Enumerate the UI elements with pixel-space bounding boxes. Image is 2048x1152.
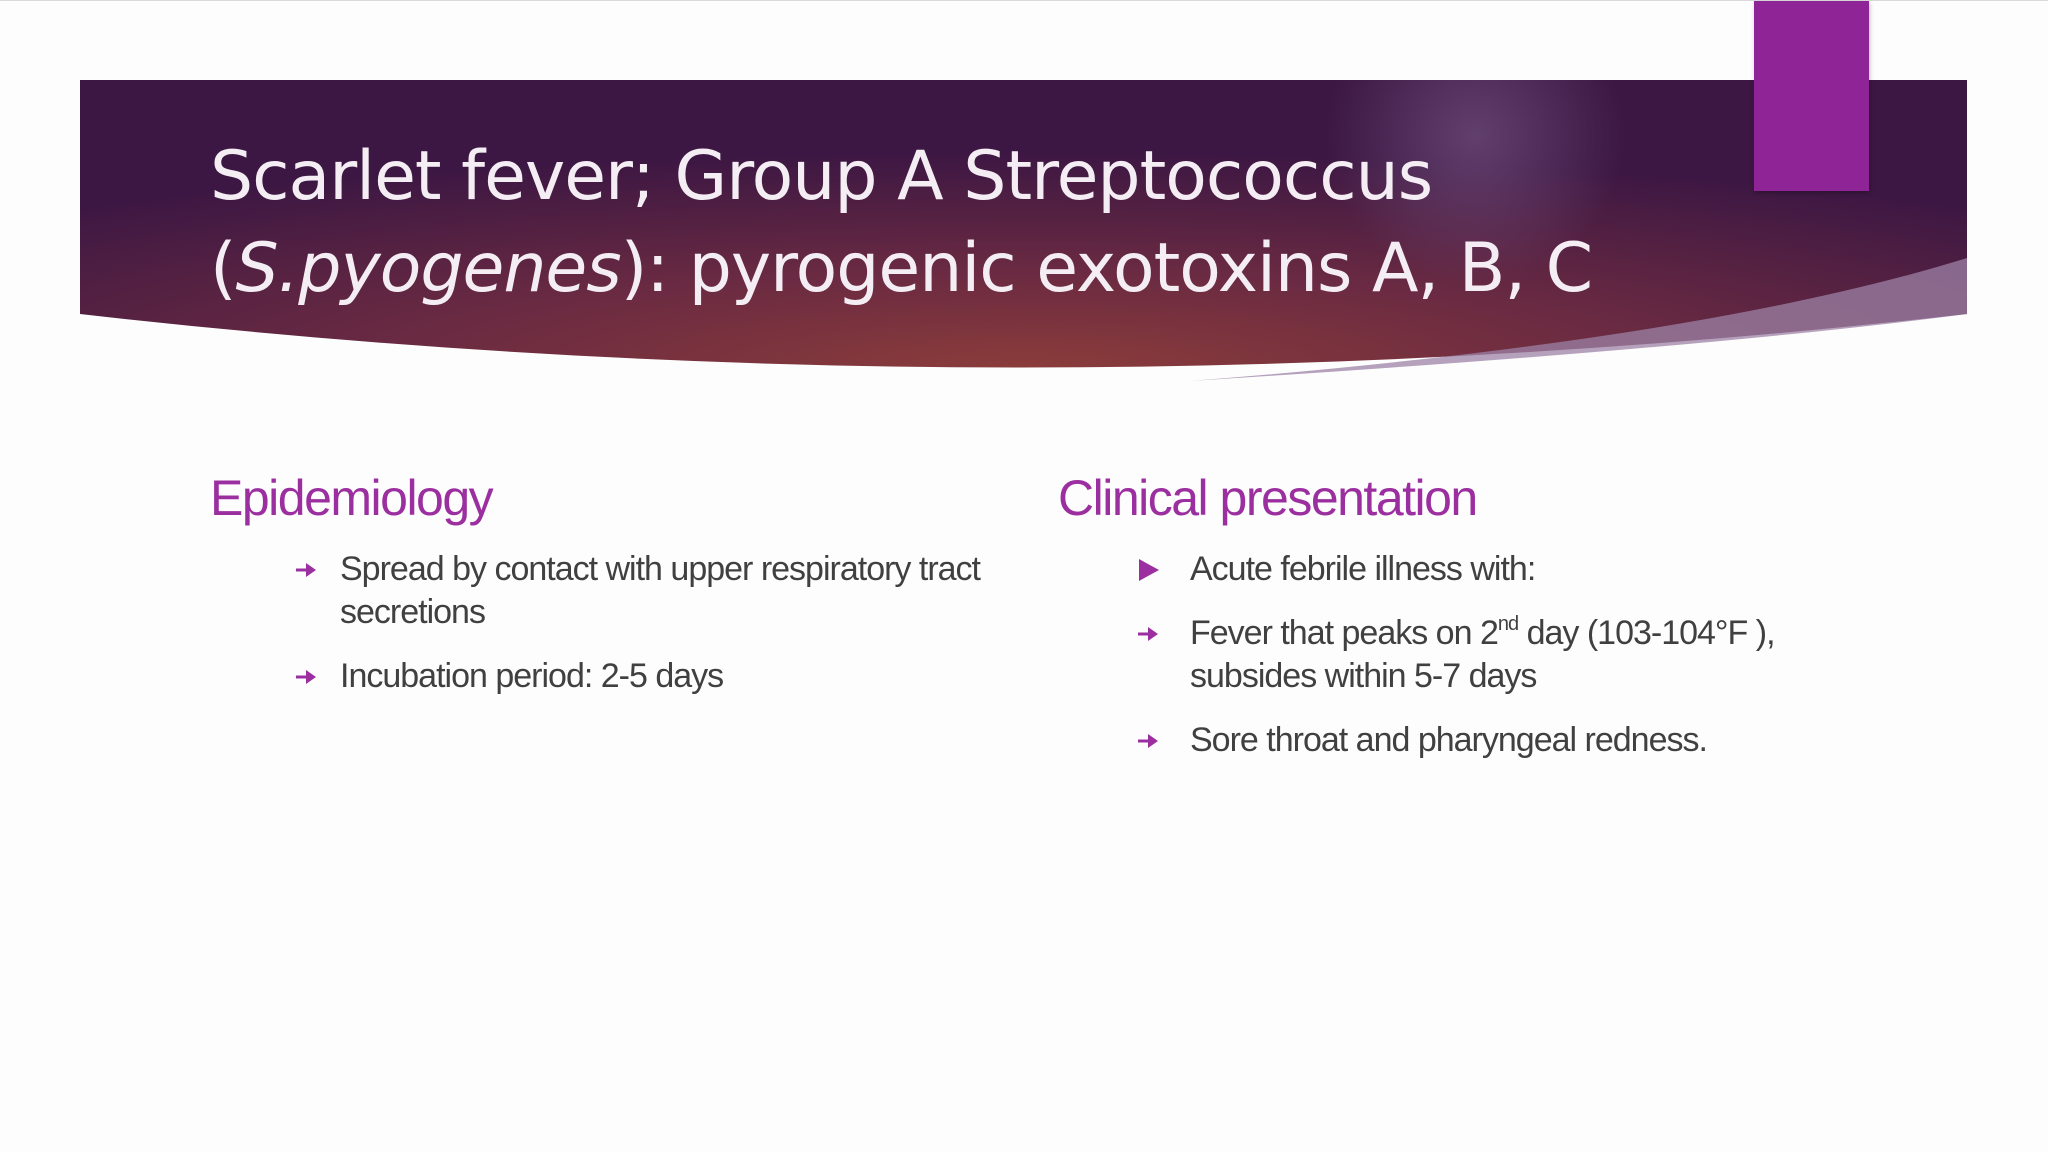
list-item [1058,548,1858,591]
accent-tab [1754,1,1869,191]
title-line-1: Scarlet fever; Group A Streptococcus [210,137,1433,216]
arrow-right-icon [1134,727,1162,755]
slide-title [210,131,1710,315]
title-paren-open: ( [210,229,236,308]
bullet-text: Spread by contact with upper respiratory tract secretions [340,550,980,631]
arrow-right-icon [292,663,320,691]
title-line-2-rest: ): pyrogenic exotoxins A, B, C [620,229,1593,308]
bullet-text-continued: day (103-104°F ), subsides within 5-7 days [1190,614,1775,695]
bullet-text: Acute febrile illness with: [1190,550,1536,588]
ordinal-suffix: nd [1497,613,1519,635]
bullet-text: Incubation period: 2-5 days [340,657,724,695]
clinical-presentation-list [1058,548,1858,762]
arrow-right-icon [1134,620,1162,648]
clinical-presentation-heading: Clinical presentation [1058,470,1477,526]
bullet-text: Fever that peaks on 2 [1190,614,1498,652]
epidemiology-column [210,466,990,719]
list-item [210,655,990,698]
clinical-presentation-column [1058,466,1858,783]
bullet-text: Sore throat and pharyngeal redness. [1190,721,1707,759]
epidemiology-heading: Epidemiology [210,470,493,526]
epidemiology-list [210,548,990,698]
list-item [1058,612,1858,698]
arrow-right-icon [292,556,320,584]
title-organism: S.pyogenes [235,229,621,308]
triangle-right-icon [1134,556,1162,584]
list-item [1058,719,1858,762]
list-item [210,548,990,634]
